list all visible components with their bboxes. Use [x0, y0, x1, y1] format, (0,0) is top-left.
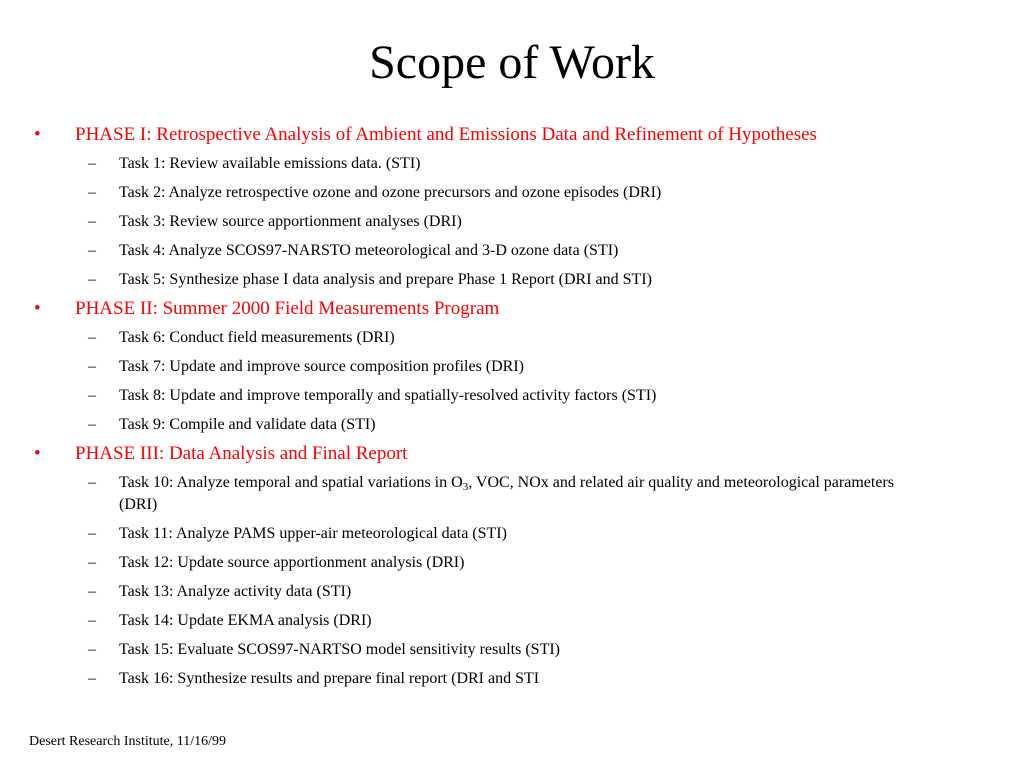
- dash-marker: –: [88, 213, 96, 230]
- task-13-item: [0, 581, 1024, 603]
- task-9-item: [0, 414, 1024, 436]
- task-5-text: Task 5: Synthesize phase I data analysis and prepare Phase 1 Report (DRI and STI): [119, 271, 652, 288]
- task-11-text: Task 11: Analyze PAMS upper-air meteorological data (STI): [119, 525, 507, 542]
- task-10-prefix: Task 10: Analyze temporal and spatial variations in O: [119, 474, 463, 491]
- task-3-text: Task 3: Review source apportionment analyses (DRI): [119, 213, 462, 230]
- dash-marker: –: [88, 416, 96, 433]
- task-14-item: [0, 610, 1024, 632]
- task-9-text: Task 9: Compile and validate data (STI): [119, 416, 376, 433]
- task-10-text: [119, 474, 894, 513]
- bullet-marker: •: [34, 443, 41, 464]
- task-10-suffix: , VOC, NOx and related air quality and meteorological parameters (DRI): [119, 474, 894, 513]
- task-6-item: [0, 327, 1024, 349]
- task-7-text: Task 7: Update and improve source composition profiles (DRI): [119, 358, 525, 375]
- task-6-text: Task 6: Conduct field measurements (DRI): [119, 329, 395, 346]
- dash-marker: –: [88, 474, 96, 491]
- phase-1-label: PHASE I: Retrospective Analysis of Ambient and Emissions Data and Refinement of Hypotheses: [75, 124, 817, 145]
- task-8-item: [0, 385, 1024, 407]
- task-2-text: Task 2: Analyze retrospective ozone and ozone precursors and ozone episodes (DRI): [119, 184, 662, 201]
- task-1-item: [0, 153, 1024, 175]
- task-2-item: [0, 182, 1024, 204]
- task-3-item: [0, 211, 1024, 233]
- slide-title: Scope of Work: [369, 36, 655, 89]
- phase-2-bullet: [0, 298, 1024, 320]
- task-16-item: [0, 668, 1024, 690]
- task-8-text: Task 8: Update and improve temporally and spatially-resolved activity factors (STI): [119, 387, 657, 404]
- task-12-item: [0, 552, 1024, 574]
- task-1-text: Task 1: Review available emissions data. (STI): [119, 155, 421, 172]
- dash-marker: –: [88, 184, 96, 201]
- task-13-text: Task 13: Analyze activity data (STI): [119, 583, 352, 600]
- dash-marker: –: [88, 583, 96, 600]
- dash-marker: –: [88, 155, 96, 172]
- task-15-text: Task 15: Evaluate SCOS97-NARTSO model sensitivity results (STI): [119, 641, 560, 658]
- task-16-text: Task 16: Synthesize results and prepare final report (DRI and STI: [119, 670, 540, 687]
- task-11-item: [0, 523, 1024, 545]
- task-4-text: Task 4: Analyze SCOS97-NARSTO meteorological and 3-D ozone data (STI): [119, 242, 619, 259]
- dash-marker: –: [88, 358, 96, 375]
- phase-1-bullet: [0, 124, 1024, 146]
- bullet-marker: •: [34, 298, 41, 319]
- dash-marker: –: [88, 271, 96, 288]
- dash-marker: –: [88, 525, 96, 542]
- phase-2-label: PHASE II: Summer 2000 Field Measurements Program: [75, 298, 500, 319]
- dash-marker: –: [88, 554, 96, 571]
- bullet-marker: •: [34, 124, 41, 145]
- task-10-subscript: 3: [462, 481, 469, 493]
- dash-marker: –: [88, 242, 96, 259]
- dash-marker: –: [88, 612, 96, 629]
- phase-3-label: PHASE III: Data Analysis and Final Report: [75, 443, 408, 464]
- task-7-item: [0, 356, 1024, 378]
- dash-marker: –: [88, 641, 96, 658]
- task-4-item: [0, 240, 1024, 262]
- dash-marker: –: [88, 387, 96, 404]
- slide-content: [0, 124, 1024, 697]
- dash-marker: –: [88, 670, 96, 687]
- dash-marker: –: [88, 329, 96, 346]
- task-10-item: [0, 472, 1024, 516]
- slide-footer: Desert Research Institute, 11/16/99: [29, 734, 226, 749]
- task-12-text: Task 12: Update source apportionment analysis (DRI): [119, 554, 465, 571]
- phase-3-bullet: [0, 443, 1024, 465]
- task-5-item: [0, 269, 1024, 291]
- task-14-text: Task 14: Update EKMA analysis (DRI): [119, 612, 372, 629]
- task-15-item: [0, 639, 1024, 661]
